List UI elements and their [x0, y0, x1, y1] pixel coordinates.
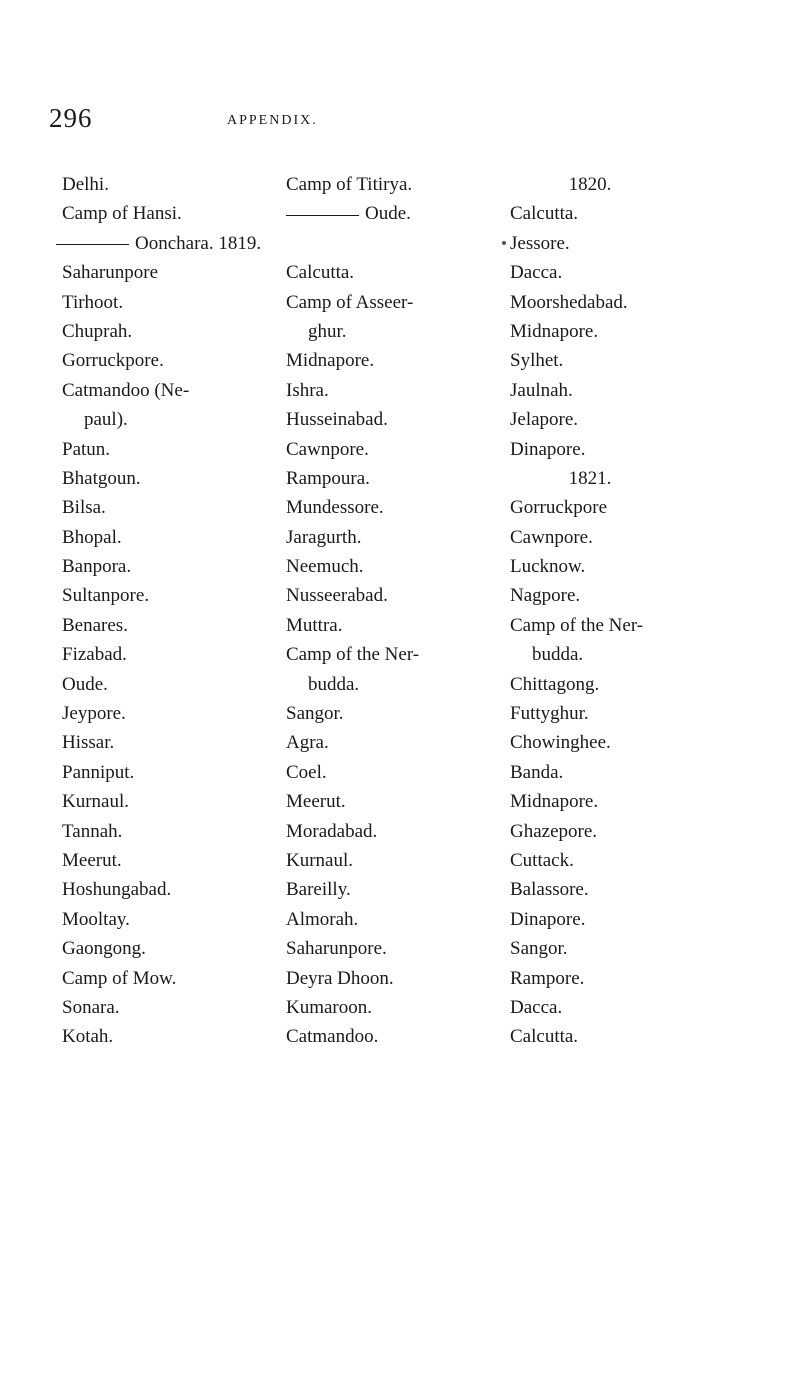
print-speck [502, 241, 506, 245]
list-item: Patun. [62, 438, 111, 460]
list-item: Agra. [286, 732, 329, 754]
list-item: Balassore. [510, 879, 589, 901]
list-item-ditto [286, 199, 419, 228]
list-item: Meerut. [62, 849, 122, 871]
list-item: Cuttack. [510, 849, 574, 871]
list-item: Meerut. [286, 791, 346, 813]
list-item: Gaongong. [62, 938, 146, 960]
list-item: Sylhet. [510, 350, 564, 372]
list-item: Jessore. [510, 232, 570, 254]
list-item: Chuprah. [62, 320, 133, 342]
list-item: Deyra Dhoon. [286, 967, 394, 989]
list-item: Rampore. [510, 967, 585, 989]
list-item: Bhopal. [62, 526, 122, 548]
list-item: Nusseerabad. [286, 585, 388, 607]
list-item: Tirhoot. [62, 291, 124, 313]
list-item: Almorah. [286, 908, 359, 930]
list-item: Moradabad. [286, 820, 378, 842]
list-item: Delhi. [62, 174, 109, 195]
list-item: Camp of Titirya. [286, 174, 413, 195]
list-item: Muttra. [286, 614, 343, 636]
list-item-empty [286, 229, 419, 258]
year-heading: 1821. [568, 467, 612, 489]
list-item: Sangor. [286, 703, 344, 725]
list-item: Rampoura. [286, 467, 370, 489]
place-column-2 [286, 170, 419, 1052]
list-item: Banda. [510, 761, 564, 783]
list-item: Sultanpore. [62, 585, 150, 607]
list-item: Bhatgoun. [62, 467, 141, 489]
list-item-continuation: paul). [84, 409, 128, 431]
list-item: Sangor. [510, 938, 568, 960]
list-item: Moorshedabad. [510, 291, 628, 313]
list-item: Kotah. [62, 1026, 114, 1048]
list-item: Hissar. [62, 732, 115, 754]
list-item: Dacca. [510, 996, 563, 1018]
ditto-dash [56, 244, 129, 245]
list-item: Dinapore. [510, 908, 586, 930]
list-item: Jelapore. [510, 409, 579, 431]
list-item: Kurnaul. [286, 849, 354, 871]
list-item: Kurnaul. [62, 791, 130, 813]
list-item-ditto [62, 229, 261, 258]
list-item: Mundessore. [286, 497, 384, 519]
list-item: Chowinghee. [510, 732, 611, 754]
list-item: Husseinabad. [286, 409, 388, 431]
list-item-continuation: ghur. [308, 320, 347, 342]
list-item: Chittagong. [510, 673, 600, 695]
list-item: Gorruckpore [510, 497, 608, 519]
list-item: Banpora. [62, 556, 132, 578]
list-item: Coel. [286, 761, 327, 783]
list-item: Gorruckpore. [62, 350, 164, 372]
list-item: Dinapore. [510, 438, 586, 460]
list-item: Saharunpore. [286, 938, 387, 960]
list-item: Oude. [62, 673, 108, 695]
list-item: Tannah. [62, 820, 123, 842]
list-item: Cawnpore. [286, 438, 369, 460]
list-item: Mooltay. [62, 908, 130, 930]
list-item: Panniput. [62, 761, 135, 783]
list-item: Calcutta. [286, 262, 355, 284]
list-item: Camp of Hansi. [62, 203, 182, 225]
ditto-dash [286, 215, 359, 216]
list-item: Bilsa. [62, 497, 106, 519]
list-item: Jaragurth. [286, 526, 362, 548]
list-item: Catmandoo (Ne- [62, 379, 190, 401]
place-column-1 [62, 170, 261, 1052]
list-item: Saharunpore [62, 262, 159, 284]
list-item: Bareilly. [286, 879, 351, 901]
list-item: Camp of the Ner- [510, 614, 644, 636]
list-item: Midnapore. [510, 320, 599, 342]
list-item: Camp of the Ner- [286, 644, 420, 666]
running-title: APPENDIX. [227, 113, 318, 128]
list-item: Lucknow. [510, 556, 586, 578]
page-number: 296 [49, 103, 93, 133]
page-header [0, 103, 800, 133]
list-item: Camp of Asseer- [286, 291, 414, 313]
list-item-continuation: budda. [308, 673, 360, 695]
list-item: Dacca. [510, 262, 563, 284]
list-item: Futtyghur. [510, 703, 589, 725]
list-item: Sonara. [62, 996, 120, 1018]
list-item: Cawnpore. [510, 526, 593, 548]
list-item-text: Oude. [365, 203, 411, 225]
list-item: Calcutta. [510, 203, 579, 225]
list-item: Nagpore. [510, 585, 581, 607]
list-item: Jeypore. [62, 703, 126, 725]
list-item: Benares. [62, 614, 128, 636]
list-item: Ishra. [286, 379, 329, 401]
list-item-text: Oonchara. 1819. [135, 232, 262, 254]
list-item: Camp of Mow. [62, 967, 177, 989]
list-item: Ghazepore. [510, 820, 598, 842]
list-item: Calcutta. [510, 1026, 579, 1048]
list-item: Midnapore. [286, 350, 375, 372]
list-item: Jaulnah. [510, 379, 573, 401]
list-item: Catmandoo. [286, 1026, 379, 1048]
list-item: Fizabad. [62, 644, 127, 666]
list-item-continuation: budda. [532, 644, 584, 666]
list-item: Hoshungabad. [62, 879, 172, 901]
year-heading: 1820. [568, 174, 612, 195]
list-item: Kumaroon. [286, 996, 373, 1018]
list-item: Midnapore. [510, 791, 599, 813]
place-column-3 [510, 170, 670, 1052]
list-item: Neemuch. [286, 556, 364, 578]
